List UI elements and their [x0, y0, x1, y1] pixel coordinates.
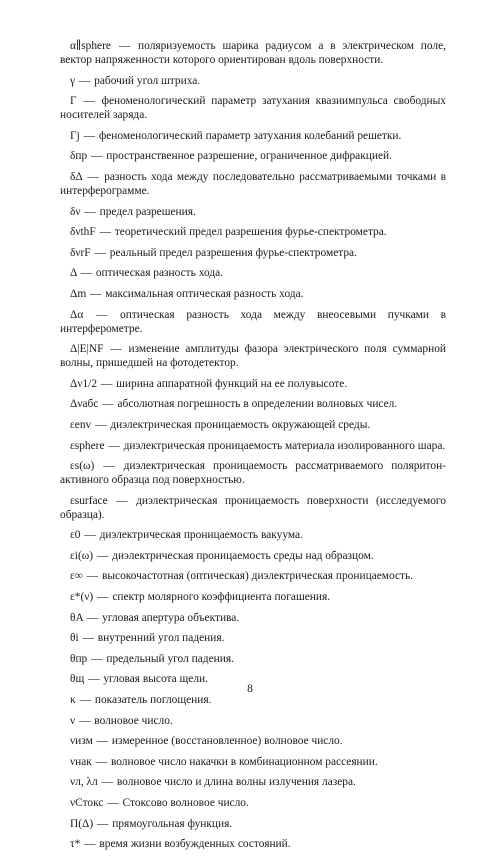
- notation-symbol: θA: [70, 611, 84, 624]
- notation-symbol: Δ|E|NF: [70, 343, 104, 356]
- notation-definition: диэлектрическая проницаемость поверхности (исследуемого образца).: [60, 494, 446, 521]
- notation-entry: [60, 494, 446, 522]
- notation-definition: диэлектрическая проницаемость среды над образцом.: [112, 549, 374, 562]
- notation-entry: [60, 439, 446, 453]
- notation-symbol: εi(ω): [70, 549, 94, 562]
- notation-definition: угловая апертура объектива.: [102, 611, 240, 624]
- notation-entry: [60, 308, 446, 336]
- notation-symbol: νл, λл: [70, 776, 98, 789]
- notation-symbol: ε0: [70, 529, 81, 542]
- notation-entry: [60, 652, 446, 666]
- dash: —: [96, 735, 109, 748]
- notation-list: [60, 39, 446, 858]
- dash: —: [79, 714, 91, 727]
- notation-definition: внутренний угол падения.: [97, 632, 225, 645]
- notation-definition: спектр молярного коэффициента погашения.: [112, 591, 331, 604]
- notation-symbol: α∥sphere: [70, 40, 111, 52]
- notation-definition: предельный угол падения.: [106, 652, 234, 665]
- notation-entry: [60, 225, 446, 239]
- notation-definition: оптическая разность хода между внеосевыми пучками в интерферометре.: [60, 308, 446, 335]
- notation-symbol: Δα: [70, 308, 84, 321]
- dash: —: [86, 611, 99, 624]
- notation-symbol: ε*(ν): [70, 591, 94, 604]
- dash: —: [100, 377, 113, 390]
- notation-entry: [60, 39, 446, 67]
- dash: —: [102, 398, 114, 411]
- notation-definition: реальный предел разрешения фурье-спектрометра.: [109, 246, 357, 259]
- notation-definition: теоретический предел разрешения фурье-спектрометра.: [114, 226, 387, 239]
- notation-definition: диэлектрическая проницаемость вакуума.: [99, 529, 303, 542]
- notation-definition: ширина аппаратной функций на ее полувысоте.: [116, 377, 348, 390]
- notation-definition: диэлектрическая проницаемость материала изолированного шара.: [123, 439, 446, 452]
- dash: —: [80, 267, 92, 280]
- notation-entry: [60, 796, 446, 810]
- notation-symbol: εsphere: [70, 439, 105, 452]
- notation-symbol: νСтокс: [70, 797, 104, 809]
- notation-definition: Стоксово волновое число.: [122, 797, 249, 809]
- notation-entry: [60, 129, 446, 143]
- notation-entry: [60, 205, 446, 219]
- notation-definition: измеренное (восстановленное) волновое число.: [111, 735, 343, 748]
- notation-symbol: νизм: [70, 735, 93, 748]
- notation-entry: [60, 817, 446, 831]
- notation-symbol: δν: [70, 205, 81, 218]
- notation-definition: высокочастотная (оптическая) диэлектрическая проницаемость.: [102, 570, 414, 583]
- notation-symbol: νнак: [70, 755, 92, 768]
- dash: —: [83, 129, 95, 142]
- dash: —: [90, 287, 102, 300]
- notation-entry: [60, 287, 446, 301]
- notation-entry: [60, 170, 446, 198]
- notation-entry: [60, 549, 446, 563]
- dash: —: [110, 343, 122, 356]
- dash: —: [97, 817, 109, 830]
- notation-symbol: εsurface: [70, 494, 108, 507]
- dash: —: [95, 755, 108, 768]
- notation-definition: феноменологический параметр затухания колебаний решетки.: [98, 129, 402, 142]
- notation-entry: [60, 837, 446, 851]
- notation-entry: [60, 459, 446, 487]
- notation-definition: пространственное разрешение, ограниченное дифракцией.: [106, 150, 392, 163]
- notation-symbol: Δν1/2: [70, 377, 98, 390]
- notation-symbol: κ: [70, 694, 76, 707]
- notation-entry: [60, 528, 446, 542]
- notation-definition: время жизни возбужденных состояний.: [99, 838, 291, 851]
- notation-entry: [60, 611, 446, 625]
- dash: —: [84, 205, 96, 218]
- dash: —: [95, 418, 107, 431]
- notation-symbol: Π(Δ): [70, 817, 94, 830]
- notation-symbol: Γ: [70, 95, 77, 108]
- dash: —: [103, 460, 115, 473]
- notation-entry: [60, 266, 446, 280]
- notation-symbol: εs(ω): [70, 460, 95, 473]
- dash: —: [91, 150, 103, 163]
- notation-definition: поляризуемость шарика радиусом a в электрическом поле, вектор напряженности которого ориентирован вдоль поверхности.: [60, 40, 446, 66]
- notation-entry: [60, 590, 446, 604]
- notation-entry: [60, 377, 446, 391]
- notation-symbol: θi: [70, 632, 79, 645]
- dash: —: [94, 246, 106, 259]
- dash: —: [95, 308, 108, 321]
- dash: —: [84, 838, 96, 851]
- dash: —: [91, 652, 103, 665]
- notation-entry: [60, 397, 446, 411]
- notation-entry: [60, 246, 446, 260]
- notation-entry: [60, 631, 446, 645]
- notation-entry: [60, 755, 446, 769]
- dash: —: [96, 549, 109, 562]
- notation-symbol: ε∞: [70, 570, 83, 583]
- notation-entry: [60, 734, 446, 748]
- notation-definition: разность хода между последовательно рассматриваемыми точками в интерферограмме.: [60, 170, 446, 197]
- notation-symbol: τ*: [70, 838, 81, 851]
- notation-definition: абсолютная погрешность в определении волновых чисел.: [117, 398, 398, 411]
- notation-entry: [60, 342, 446, 370]
- dash: —: [83, 95, 95, 108]
- notation-entry: [60, 418, 446, 432]
- dash: —: [84, 529, 96, 542]
- notation-entry: [60, 775, 446, 789]
- dash: —: [116, 494, 128, 507]
- notation-entry: [60, 149, 446, 163]
- notation-symbol: δΔ: [70, 170, 83, 183]
- dash: —: [78, 74, 91, 87]
- notation-symbol: δνthF: [70, 226, 96, 239]
- notation-symbol: Δm: [70, 287, 87, 300]
- notation-definition: диэлектрическая проницаемость окружающей среды.: [110, 418, 371, 431]
- notation-symbol: Δνабс: [70, 398, 99, 411]
- notation-symbol: δνrF: [70, 246, 91, 259]
- notation-definition: волновое число и длина волны излучения лазера.: [116, 776, 356, 789]
- dash: —: [118, 40, 131, 52]
- notation-symbol: εenv: [70, 418, 92, 431]
- dash: —: [97, 591, 109, 604]
- notation-definition: прямоугольная функция.: [112, 817, 233, 830]
- dash: —: [82, 632, 94, 645]
- notation-definition: показатель поглощения.: [94, 694, 212, 707]
- dash: —: [107, 797, 119, 809]
- notation-definition: диэлектрическая проницаемость рассматриваемого поляритон-активного образца под поверхностью.: [60, 460, 446, 487]
- notation-symbol: Δ: [70, 267, 77, 280]
- notation-entry: [60, 74, 446, 88]
- notation-symbol: Γj: [70, 129, 80, 142]
- dash: —: [87, 170, 99, 183]
- notation-definition: оптическая разность хода.: [95, 267, 224, 280]
- notation-definition: изменение амплитуды фазора электрического поля суммарной волны, пришедшей на фотодетектор.: [60, 343, 447, 370]
- notation-definition: предел разрешения.: [99, 205, 196, 218]
- notation-definition: феноменологический параметр затухания квазиимпульса свободных носителей заряда.: [60, 95, 447, 122]
- notation-symbol: δпр: [70, 150, 88, 163]
- dash: —: [101, 776, 113, 789]
- notation-symbol: θпр: [70, 652, 88, 665]
- notation-definition: волновое число.: [94, 714, 173, 727]
- notation-definition: максимальная оптическая разность хода.: [105, 287, 304, 300]
- dash: —: [79, 694, 91, 707]
- dash: —: [88, 673, 100, 686]
- notation-definition: рабочий угол штриха.: [94, 74, 201, 87]
- notation-definition: угловая высота щели.: [103, 673, 208, 686]
- page-number: 8: [247, 683, 253, 695]
- dash: —: [99, 226, 111, 239]
- notation-definition: волновое число накачки в комбинационном рассеянии.: [110, 755, 378, 768]
- dash: —: [86, 570, 99, 583]
- notation-entry: [60, 94, 446, 122]
- notation-symbol: ν: [70, 714, 76, 727]
- notation-entry: [60, 569, 446, 583]
- dash: —: [108, 439, 120, 452]
- notation-symbol: γ: [70, 74, 76, 87]
- notation-symbol: θщ: [70, 673, 85, 686]
- notation-entry: [60, 714, 446, 728]
